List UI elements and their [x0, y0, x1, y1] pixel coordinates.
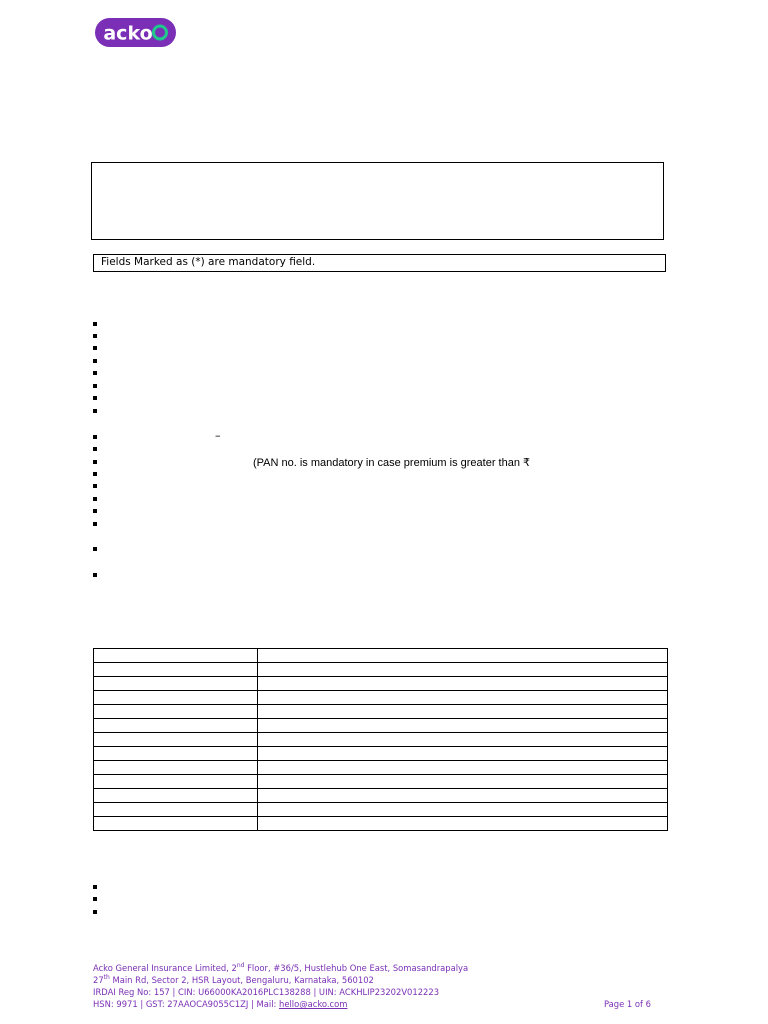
list-item — [93, 322, 97, 326]
list-item — [93, 460, 97, 464]
list-item — [93, 509, 97, 513]
table-row — [94, 761, 668, 775]
list-item — [93, 346, 97, 350]
mandatory-notice: Fields Marked as (*) are mandatory field. — [93, 254, 666, 272]
table-row — [94, 691, 668, 705]
table-row — [94, 803, 668, 817]
list-item — [93, 484, 97, 488]
list-item — [93, 384, 97, 388]
list-item — [93, 447, 97, 451]
list-item — [93, 472, 97, 476]
table-row — [94, 719, 668, 733]
list-item — [93, 910, 97, 914]
list-item — [93, 547, 97, 551]
list-item — [93, 497, 97, 501]
table-row — [94, 747, 668, 761]
header-box — [91, 162, 664, 240]
table-row — [94, 775, 668, 789]
footer-contact: HSN: 9971 | GST: 27AAOCA9055C1ZJ | Mail: hello@acko.com Page 1 of 6 — [93, 999, 651, 1009]
mail-link[interactable]: hello@acko.com — [279, 999, 348, 1009]
list-item — [93, 371, 97, 375]
list-item — [93, 435, 97, 439]
svg-text:acko: acko — [103, 22, 153, 45]
footer-registration: IRDAI Reg No: 157 | CIN: U66000KA2016PLC138288 | UIN: ACKHLIP23202V012223 — [93, 987, 440, 997]
list-item — [93, 522, 97, 526]
list-item — [93, 573, 97, 577]
table-row — [94, 733, 668, 747]
list-item — [93, 396, 97, 400]
pan-note: (PAN no. is mandatory in case premium is greater than ₹ — [253, 457, 531, 469]
list-item — [93, 885, 97, 889]
list-item — [93, 334, 97, 338]
list-item — [93, 359, 97, 363]
footer-address-line2: 27th Main Rd, Sector 2, HSR Layout, Bengaluru, Karnataka, 560102 — [93, 974, 374, 985]
list-item — [93, 409, 97, 413]
page-number: Page 1 of 6 — [604, 999, 651, 1009]
form-table — [93, 648, 668, 831]
table-row — [94, 649, 668, 663]
table-row — [94, 817, 668, 831]
footer — [93, 962, 663, 1010]
table-row — [94, 705, 668, 719]
list-item — [93, 897, 97, 901]
table-row — [94, 663, 668, 677]
acko-logo — [95, 18, 176, 47]
table-row — [94, 677, 668, 691]
table-row — [94, 789, 668, 803]
dash-mark: – — [215, 429, 221, 442]
footer-address-line1: Acko General Insurance Limited, 2nd Floor, #36/5, Hustlehub One East, Somasandrapalya — [93, 962, 469, 973]
